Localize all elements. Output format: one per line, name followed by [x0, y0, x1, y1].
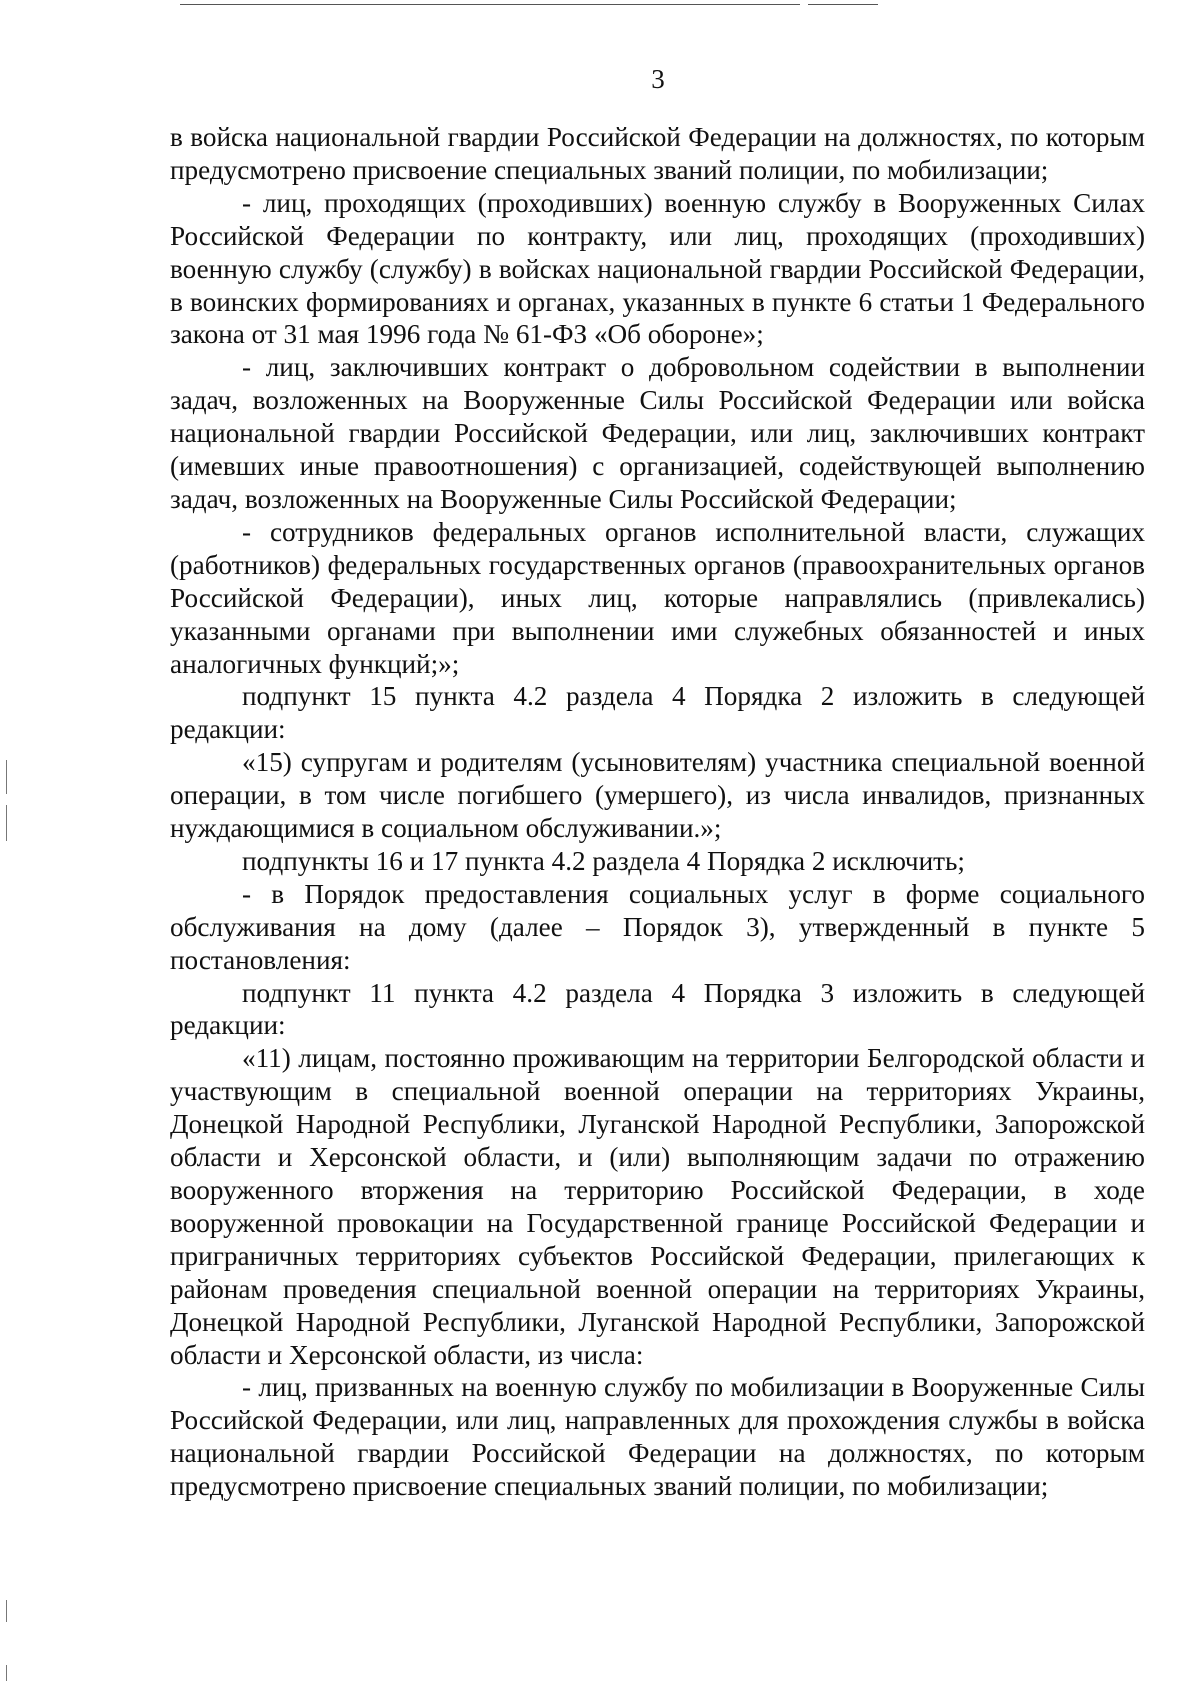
document-body [170, 121, 1145, 1503]
scan-margin-mark [6, 760, 7, 794]
paragraph: подпункты 16 и 17 пункта 4.2 раздела 4 Порядка 2 исключить; [242, 845, 965, 876]
scan-margin-mark [6, 1665, 7, 1681]
scan-margin-mark [6, 1600, 7, 1622]
paragraph: - лиц, заключивших контракт о добровольном содействии в выполнении задач, возложенных на Вооруженные Силы Российской Федерации или войска национальной гвардии Российской Федерации, или лиц, заключивших контракт (имевших иные правоотношения) с организацией, содействующей выполнению задач, возложенных на Вооруженные Силы Российской Федерации; [170, 352, 1145, 514]
paragraph: «11) лицам, постоянно проживающим на территории Белгородской области и участвующим в специальной военной операции на территориях Украины, Донецкой Народной Республики, Луганской Народной Республики, Запорожской области и Херсонской области, и (или) выполняющим задачи по отражению вооруженного вторжения на территорию Российской Федерации, в ходе вооруженной провокации на Государственной границе Российской Федерации и приграничных территориях субъектов Российской Федерации, прилегающих к районам проведения специальной военной операции на территориях Украины, Донецкой Народной Республики, Луганской Народной Республики, Запорожской области и Херсонской области, из числа: [170, 1043, 1145, 1370]
paragraph: подпункт 11 пункта 4.2 раздела 4 Порядка 3 изложить в следующей редакции: [170, 977, 1145, 1041]
paragraph: - лиц, проходящих (проходивших) военную службу в Вооруженных Силах Российской Федерации по контракту, или лиц, проходящих (проходивших) военную службу (службу) в войсках национальной гвардии Российской Федерации, в воинских формированиях и органах, указанных в пункте 6 статьи 1 Федерального закона от 31 мая 1996 года № 61-ФЗ «Об обороне»; [170, 187, 1145, 350]
scan-margin-mark [6, 805, 7, 841]
scan-edge-line [808, 4, 878, 5]
paragraph: - в Порядок предоставления социальных услуг в форме социального обслуживания на дому (далее – Порядок 3), утвержденный в пункте 5 постановления: [170, 878, 1145, 975]
paragraph: - лиц, призванных на военную службу по мобилизации в Вооруженные Силы Российской Федерации, или лиц, направленных для прохождения службы в войска национальной гвардии Российской Федерации на должностях, по которым предусмотрено присвоение специальных званий полиции, по мобилизации; [170, 1372, 1145, 1502]
paragraph: - сотрудников федеральных органов исполнительной власти, служащих (работников) федеральных государственных органов (правоохранительных органов Российской Федерации), иных лиц, которые направлялись (привлекались) указанными органами при выполнении ими служебных обязанностей и иных аналогичных функций;»; [170, 516, 1145, 679]
paragraph: подпункт 15 пункта 4.2 раздела 4 Порядка 2 изложить в следующей редакции: [170, 681, 1145, 745]
page-number: 3 [651, 64, 665, 94]
paragraph: «15) супругам и родителям (усыновителям) участника специальной военной операции, в том числе погибшего (умершего), из числа инвалидов, признанных нуждающимися в социальном обслуживании.»; [170, 747, 1145, 844]
scan-edge-line [180, 4, 800, 5]
paragraph: в войска национальной гвардии Российской Федерации на должностях, по которым предусмотрено присвоение специальных званий полиции, по мобилизации; [170, 122, 1145, 185]
